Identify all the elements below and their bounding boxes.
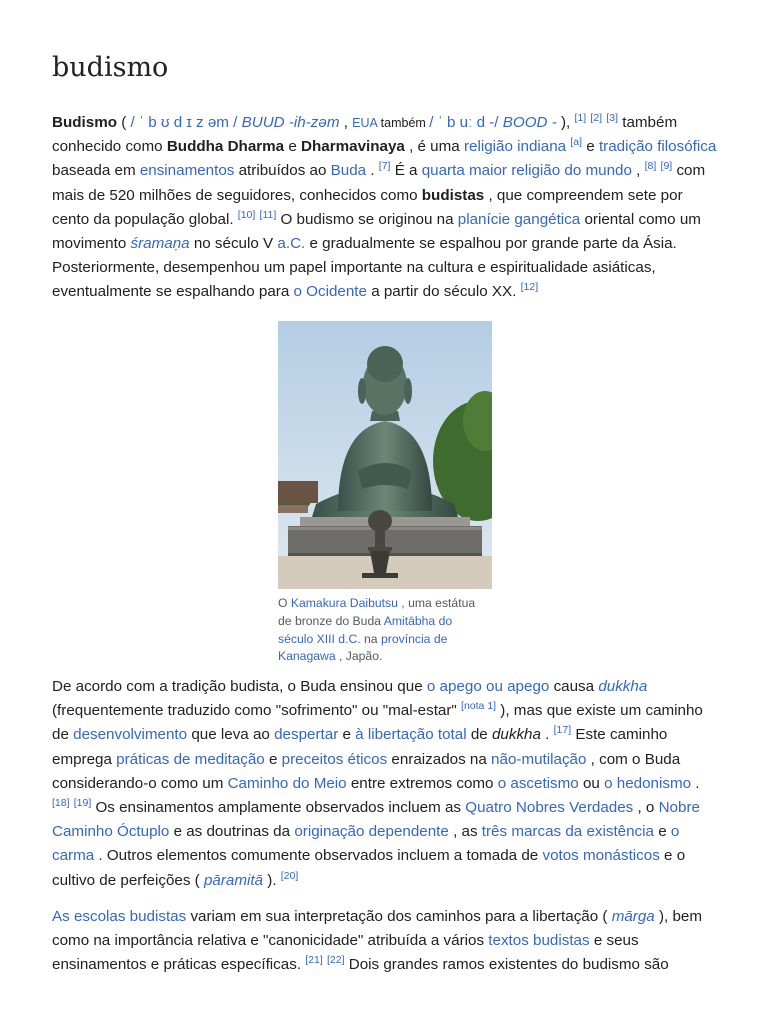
text: e gradualmente se espalhou por grande parte da Ásia. Posteriormente, desempenhou um papel importante na cultura e espiritualidade asiáticas, eventualmente se espalhando para (52, 235, 677, 301)
teachings-paragraph (52, 675, 720, 893)
text: . (691, 774, 700, 792)
link-escolas-budistas[interactable]: As escolas budistas (52, 908, 187, 925)
text: também (377, 116, 430, 130)
paramita-text: pāramitā (203, 871, 264, 889)
text: de (466, 726, 492, 744)
text: . Outros elementos comumente observados incluem a tomada de (94, 847, 543, 865)
text: causa (549, 678, 599, 695)
link-ensinamentos[interactable]: ensinamentos (139, 162, 235, 180)
schools-paragraph (52, 905, 720, 978)
footnote-9[interactable]: [9] (660, 160, 673, 173)
text: variam em sua interpretação dos caminhos para a libertação ( (186, 908, 612, 925)
text: ), mas que existe um caminho de (52, 702, 703, 744)
link-kamakura-daibutsu[interactable]: Kamakura Daibutsu (290, 596, 398, 610)
link-planicie-gangetica[interactable]: planície gangética (457, 210, 581, 228)
footnote-11[interactable]: [11] (259, 208, 277, 221)
text: O budismo se originou na (276, 210, 458, 228)
text: , o (633, 799, 659, 817)
footnote-21[interactable]: [21] (305, 954, 323, 967)
link-sramana[interactable] (131, 235, 190, 252)
link-tradicao-filosofica[interactable]: tradição filosófica (598, 138, 717, 156)
text: enraizados na (387, 750, 492, 768)
footnote-10[interactable]: [10] (237, 208, 256, 221)
text: O (278, 596, 291, 610)
text: e (653, 823, 671, 841)
term-budismo: Budismo (52, 114, 117, 131)
text: , uma estátua de bronze do Buda (278, 596, 476, 628)
text: no século V (189, 235, 278, 253)
link-nao-mutilacao[interactable]: não-mutilação (491, 750, 587, 768)
link-preceitos-eticos[interactable]: preceitos éticos (281, 750, 388, 768)
text: atribuídos ao (234, 162, 331, 180)
kamakura-daibutsu-photo[interactable] (278, 321, 492, 589)
link-caminho-do-meio[interactable]: Caminho do Meio (227, 774, 347, 792)
link-originacao-dependente[interactable]: originação dependente (294, 823, 449, 841)
term-buddha-dharma: Buddha Dharma (166, 138, 285, 156)
text: e o cultivo de perfeições ( (52, 847, 686, 889)
text: ( (116, 114, 131, 131)
intro-paragraph (52, 111, 720, 305)
text: entre extremos como (346, 774, 498, 792)
text: na (360, 631, 381, 646)
link-votos-monasticos[interactable]: votos monásticos (542, 847, 660, 865)
text: , as (448, 823, 482, 841)
link-quatro-nobres-verdades[interactable]: Quatro Nobres Verdades (465, 799, 634, 817)
text: baseada em (52, 162, 140, 180)
link-ascetismo[interactable]: o ascetismo (497, 774, 579, 792)
link-o-carma[interactable]: o carma (52, 823, 680, 865)
dukkha-text: dukkha (598, 678, 648, 695)
ipa-link-2[interactable]: / ˈ b uː d -/ (429, 114, 499, 131)
link-marga[interactable] (612, 908, 655, 925)
text: com mais de 520 milhões de seguidores, conhecidos como (52, 162, 706, 204)
text: , (631, 162, 645, 180)
footnote-7[interactable]: [7] (378, 160, 391, 173)
eua-link[interactable]: EUA (352, 116, 378, 130)
marga-text: mārga (611, 908, 655, 925)
text: e as doutrinas da (169, 823, 295, 841)
footnote-18[interactable]: [18] (52, 796, 70, 809)
term-dharmavinaya: Dharmavinaya (301, 138, 405, 156)
text: oriental como um movimento (52, 210, 701, 253)
text: ou (578, 774, 605, 792)
link-o-ocidente[interactable]: o Ocidente (293, 283, 367, 301)
sramana-text: śramaṇa (130, 235, 190, 253)
link-hedonismo[interactable]: o hedonismo (604, 774, 692, 792)
text: , é uma (404, 138, 464, 156)
link-praticas-meditacao[interactable]: práticas de meditação (116, 750, 265, 768)
respelling-link-1[interactable] (242, 114, 340, 131)
footnote-3[interactable]: [3] (606, 111, 619, 124)
figure-caption (278, 595, 490, 666)
text: ). (263, 871, 281, 889)
text: De acordo com a tradição budista, o Buda ensinou que (52, 678, 427, 695)
text: e seus ensinamentos e práticas específicas. (52, 932, 639, 974)
page-title: budismo (52, 52, 169, 83)
link-desenvolvimento[interactable]: desenvolvimento (73, 726, 188, 744)
footnote-17[interactable]: [17] (553, 724, 572, 737)
link-despertar[interactable]: despertar (274, 726, 339, 744)
link-textos-budistas[interactable]: textos budistas (488, 932, 590, 950)
text: e (264, 750, 282, 768)
footnote-20[interactable]: [20] (280, 869, 299, 882)
link-nobre-caminho-octuplo[interactable]: Nobre Caminho Óctuplo (52, 799, 700, 841)
text: e (338, 726, 356, 744)
link-buda[interactable]: Buda (330, 162, 367, 180)
text: . (540, 726, 554, 744)
dukkha-term: dukkha (491, 726, 541, 744)
term-budistas: budistas (421, 186, 485, 204)
link-libertacao-total[interactable]: à libertação total (355, 726, 467, 744)
link-paramita[interactable] (204, 872, 263, 889)
text: ), (556, 114, 575, 131)
text: Dois grandes ramos existentes do budismo são (344, 956, 669, 974)
footnote-19[interactable]: [19] (73, 796, 92, 809)
thumbnail-figure (278, 321, 492, 666)
text: ), bem como na importância relativa e "canonicidade" atribuída a vários (52, 908, 703, 950)
footnote-2[interactable]: [2] (590, 111, 603, 124)
text: a partir do século XX. (366, 283, 521, 301)
footnote-1[interactable]: [1] (574, 111, 587, 124)
footnote-8[interactable]: [8] (644, 160, 657, 173)
text: , Japão. (335, 649, 383, 664)
link-o-apego[interactable]: o apego ou apego (426, 678, 550, 695)
respelling-text: BOOD - (502, 114, 557, 131)
link-dukkha[interactable] (598, 678, 647, 695)
link-ac[interactable]: a.C. (277, 235, 306, 253)
text: (frequentemente traduzido como "sofrimento" ou "mal-estar" (52, 702, 462, 720)
text: Os ensinamentos amplamente observados incluem as (91, 799, 466, 817)
link-provincia-kanagawa[interactable]: província de Kanagawa (278, 631, 448, 664)
text: , com o Buda considerando-o como um (52, 750, 681, 792)
footnote-12[interactable]: [12] (520, 281, 539, 294)
ipa-link-1[interactable]: / ˈ b ʊ d ɪ z əm / (130, 114, 238, 131)
footnote-a[interactable]: [a] (570, 136, 583, 149)
footnote-22[interactable]: [22] (327, 954, 345, 967)
link-tres-marcas[interactable]: três marcas da existência (481, 823, 654, 841)
footnote-nota-1[interactable]: [nota 1] (461, 700, 497, 713)
link-quarta-maior-religiao[interactable]: quarta maior religião do mundo (421, 162, 632, 180)
text: , que compreendem sete por cento da população global. (52, 186, 683, 228)
respelling-text: BUUD -ih-zəm (241, 114, 340, 131)
respelling-link-2[interactable] (503, 114, 557, 131)
text: . (366, 162, 379, 180)
text: É a (390, 162, 422, 180)
text: e (582, 138, 599, 156)
link-amitabha[interactable]: Amitābha do século XIII d.C. (278, 613, 453, 646)
text: , (339, 114, 353, 131)
link-religiao-indiana[interactable]: religião indiana (463, 138, 567, 156)
text: que leva ao (187, 726, 275, 744)
text: e (284, 138, 302, 156)
text: Este caminho emprega (52, 726, 668, 768)
text: também conhecido como (52, 114, 678, 156)
